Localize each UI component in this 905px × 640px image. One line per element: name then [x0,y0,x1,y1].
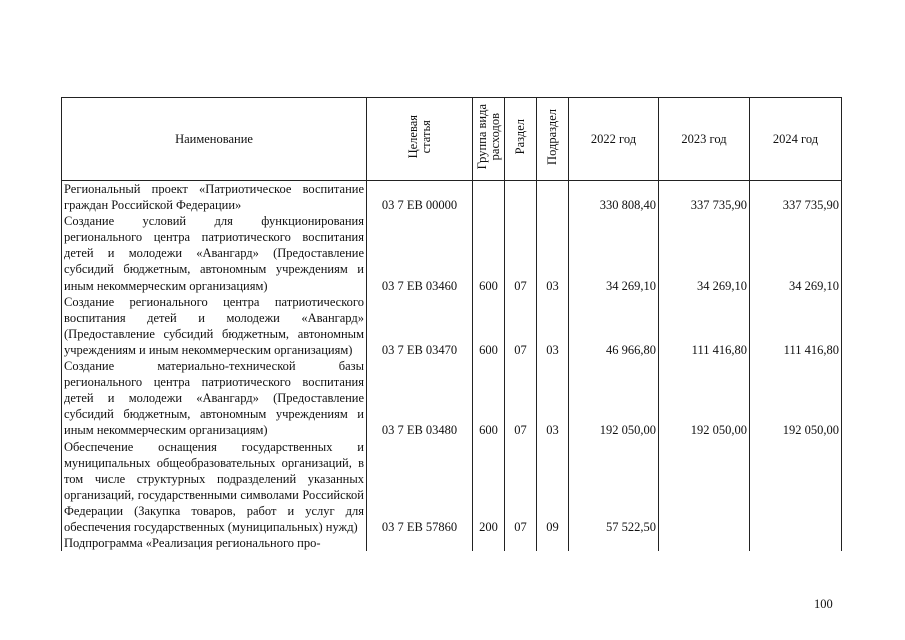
table-row [62,181,842,214]
row-value-2023 [659,439,750,536]
row-target-code: 03 7 ЕВ 57860 [367,439,473,536]
table-row [62,439,842,536]
row-name: Региональный проект «Патриотическое воспитание граждан Российской Федерации» [62,181,367,214]
row-group: 600 [473,358,505,438]
row-target-code [367,535,473,551]
table-row [62,213,842,293]
page-number: 100 [814,597,833,611]
row-section: 07 [505,294,537,358]
row-group [473,535,505,551]
header-2022: 2022 год [569,98,659,181]
row-target-code: 03 7 ЕВ 03470 [367,294,473,358]
header-target-article: Целевая статья [367,98,473,181]
row-value-2024 [750,535,842,551]
row-name: Создание условий для функционирования регионального центра патриотического воспитания детей и молодежи «Авангард» (Предоставление субсидий бюджетным, автономным учреждениям и иным некоммерческим организациям) [62,213,367,293]
row-value-2022: 192 050,00 [569,358,659,438]
row-value-2022: 34 269,10 [569,213,659,293]
row-value-2023: 111 416,80 [659,294,750,358]
header-name: Наименование [62,98,367,181]
row-subsection: 09 [537,439,569,536]
row-section [505,181,537,214]
row-section: 07 [505,358,537,438]
row-group: 600 [473,213,505,293]
row-subsection: 03 [537,358,569,438]
header-expense-group: Группа вида расходов [473,98,505,181]
table-row [62,358,842,438]
row-value-2024: 111 416,80 [750,294,842,358]
row-value-2022: 46 966,80 [569,294,659,358]
table-row [62,535,842,551]
row-group [473,181,505,214]
row-value-2023: 192 050,00 [659,358,750,438]
row-section: 07 [505,213,537,293]
row-value-2023 [659,535,750,551]
row-value-2022: 330 808,40 [569,181,659,214]
row-name: Создание материально-технической базы регионального центра патриотического воспитания детей и молодежи «Авангард» (Предоставление субсидий бюджетным, автономным учреждениям и иным некоммерческим организациям) [62,358,367,438]
header-2023: 2023 год [659,98,750,181]
row-name: Создание регионального центра патриотического воспитания детей и молодежи «Авангард» (Предоставление субсидий бюджетным, автономным учреждениям и иным некоммерческим организациям) [62,294,367,358]
row-value-2023: 337 735,90 [659,181,750,214]
header-subsection: Подраздел [537,98,569,181]
row-value-2023: 34 269,10 [659,213,750,293]
table-row [62,294,842,358]
row-target-code: 03 7 ЕВ 03460 [367,213,473,293]
row-value-2024: 192 050,00 [750,358,842,438]
row-target-code: 03 7 ЕВ 00000 [367,181,473,214]
row-group: 200 [473,439,505,536]
row-group: 600 [473,294,505,358]
row-name: Подпрограмма «Реализация регионального про- [62,535,367,551]
row-subsection: 03 [537,294,569,358]
header-row [62,98,842,181]
row-value-2022 [569,535,659,551]
header-2024: 2024 год [750,98,842,181]
row-target-code: 03 7 ЕВ 03480 [367,358,473,438]
row-subsection [537,181,569,214]
row-subsection [537,535,569,551]
header-section: Раздел [505,98,537,181]
row-section: 07 [505,439,537,536]
row-value-2024 [750,439,842,536]
row-value-2024: 34 269,10 [750,213,842,293]
row-name: Обеспечение оснащения государственных и муниципальных общеобразовательных организаций, в том числе структурных подразделений указанных организаций, государственными символами Российской Федерации (Закупка товаров, работ и услуг для обеспечения государственных (муниципальных) нужд) [62,439,367,536]
row-value-2024: 337 735,90 [750,181,842,214]
row-value-2022: 57 522,50 [569,439,659,536]
row-section [505,535,537,551]
budget-table [61,97,842,551]
row-subsection: 03 [537,213,569,293]
